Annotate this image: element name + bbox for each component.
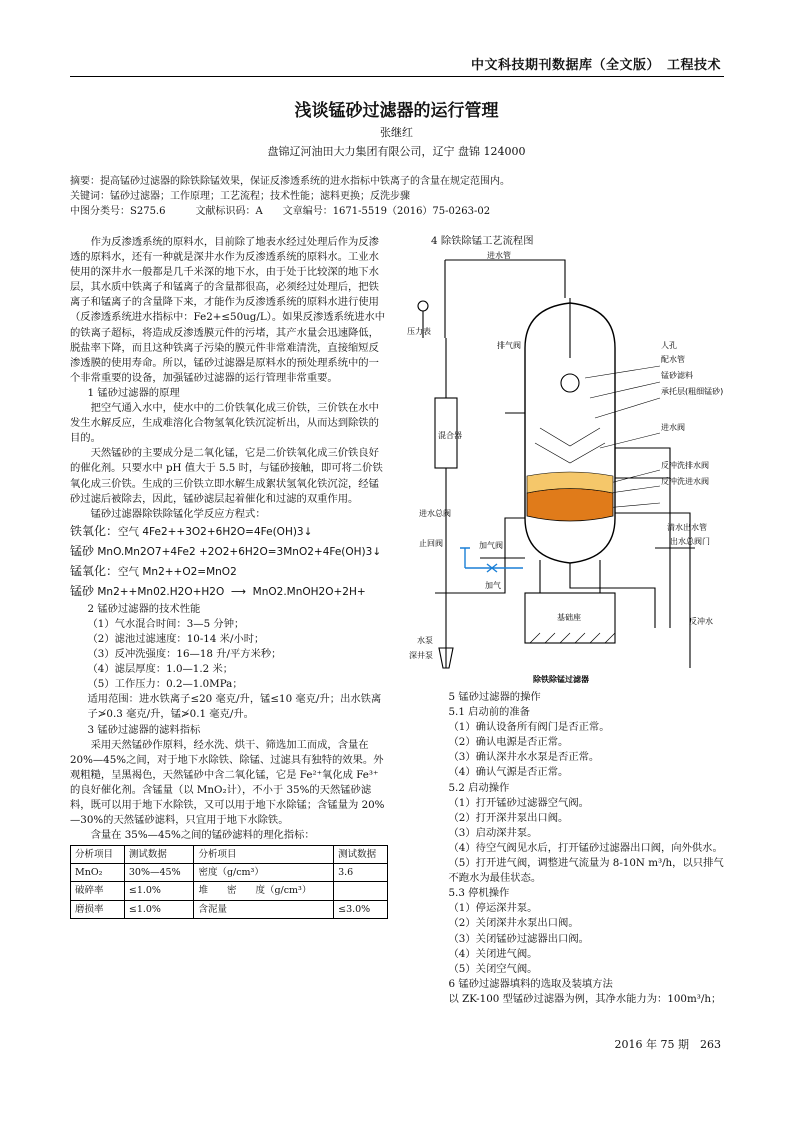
label-backwash-inlet: 反冲洗进水阀	[661, 477, 709, 486]
label-main-inlet-valve: 进水总阀	[419, 509, 451, 518]
formula-manganese-catalysis	[70, 582, 388, 602]
list-item: （3）反冲洗强度：16—18 升/平方米秒；	[87, 648, 282, 661]
table-cell	[334, 882, 388, 900]
section-5-3-title: 5.3 停机操作	[448, 887, 510, 900]
table-cell: 30%—45%	[124, 864, 194, 882]
journal-header: 中文科技期刊数据库（全文版） 工程技术	[470, 58, 721, 73]
section-3-paragraph: 采用天然锰砂作原料，经水洗、烘干、筛选加工而成，含量在 20%—45%之间，对于地下水除铁、除锰、过滤具有独特的效果。外观粗糙，呈黑褐色，天然锰砂中含二氧化锰，它是 Fe²⁺氧化成 Fe³⁺的良好催化剂。含锰量（以 MnO₂计），不小于 35%的天然锰砂滤料，既可以用于地下水除铁，又可以用于地下水除锰；含锰量为 20%—30%的天然锰砂滤料，只宜用于地下水除铁。	[70, 738, 385, 827]
table-cell: 3.6	[334, 864, 388, 882]
article-title: 浅谈锰砂过滤器的运行管理	[294, 101, 499, 121]
label-check-valve: 止回阀	[419, 539, 443, 548]
section-5-1-title: 5.1 启动前的准备	[448, 706, 530, 719]
section-1-paragraph-1: 把空气通入水中，使水中的二价铁氧化成三价铁，三价铁在水中发生水解反应，生成难溶化合物氢氧化铁沉淀析出，从而达到除铁的目的。	[70, 402, 379, 445]
section-2-title: 2 锰砂过滤器的技术性能	[87, 602, 201, 615]
label-dosing: 加气	[485, 581, 501, 590]
table-cell: ≤3.0%	[334, 900, 388, 918]
header-rule	[70, 76, 724, 77]
table-cell: 磨损率	[71, 900, 125, 918]
section-2-scope: 适用范围：进水铁离子≤20 毫克/升，锰≤10 毫克/升；出水铁离子≯0.3 毫克/升，锰≯0.1 毫克/升。	[87, 693, 382, 721]
formula-equation: 空气 Mn2++O2=MnO2	[118, 565, 237, 578]
table-cell: 密度（g/cm³）	[194, 864, 334, 882]
table-cell: 测试数据	[334, 846, 388, 864]
properties-table	[70, 845, 388, 918]
table-row	[71, 900, 388, 918]
label-deep-well-pump: 深井泵	[409, 651, 433, 660]
label-inlet-valve: 进水阀	[661, 423, 685, 432]
label-support-layer: 承托层(粗细锰砂)	[661, 387, 724, 396]
article-affiliation: 盘锦辽河油田大力集团有限公司，辽宁 盘锦 124000	[267, 145, 526, 158]
section-6-paragraph: 以 ZK-100 型锰砂过滤器为例，其净水能力为：100m³/h；	[448, 992, 722, 1005]
label-filter-media: 锰砂滤料	[661, 371, 693, 380]
section-1-title: 1 锰砂过滤器的原理	[87, 386, 180, 399]
page-footer: 2016 年 75 期 263	[614, 1038, 721, 1051]
formula-equation-right: MnO2.MnOH2O+2H+	[252, 585, 366, 598]
table-cell: 测试数据	[124, 846, 194, 864]
list-item: （5）工作压力：0.2—1.0MPa；	[87, 678, 243, 691]
keywords: 关键词：锰砂过滤器；工作原理；工艺流程；技术性能；滤料更换；反洗步骤	[70, 191, 410, 202]
list-item: （3）确认深井水水泵是否正常。	[448, 751, 600, 764]
list-item: （2）确认电源是否正常。	[448, 736, 569, 749]
list-item: （2）关闭深井水泵出口阀。	[448, 917, 579, 930]
table-cell: ≤1.0%	[124, 900, 194, 918]
abstract: 摘要：提高锰砂过滤器的除铁除锰效果，保证反渗透系统的进水指标中铁离子的含量在规定范围内。	[70, 176, 510, 187]
figure-caption: 除铁除锰过滤器	[533, 675, 589, 684]
table-cell: 分析项目	[194, 846, 334, 864]
label-dosing-valve: 加气阀	[479, 541, 503, 550]
list-item: （3）关闭锰砂过滤器出口阀。	[448, 932, 589, 945]
air-dosing-line	[460, 548, 523, 572]
table-caption: 含量在 35%—45%之间的锰砂滤料的理化指标：	[90, 829, 315, 842]
table-cell: MnO₂	[71, 864, 125, 882]
reaction-arrow-icon: ⟶	[227, 585, 250, 598]
label-manhole: 人孔	[661, 341, 677, 350]
section-4-title: 4 除铁除锰工艺流程图	[431, 235, 534, 247]
process-flow-diagram	[405, 248, 730, 690]
media-layer	[527, 428, 613, 521]
list-item: （4）滤层厚度：1.0—1.2 米；	[87, 663, 234, 676]
manganese-sand-media	[527, 489, 613, 522]
formula-equation-left: Mn2++Mn02.H2O+H2O	[97, 585, 225, 598]
list-item: （4）关闭进气阀。	[448, 947, 538, 960]
classification: 中图分类号：S275.6 文献标识码：A 文章编号：1671-5519（2016）75-0263-02	[70, 206, 491, 217]
list-item: （5）打开进气阀，调整进气流量为 8-10N m³/h，以只排气不跑水为最佳状态。	[448, 857, 724, 885]
right-column-text	[431, 690, 731, 1007]
list-item: （2）打开深井泵出口阀。	[448, 811, 569, 824]
table-cell: ≤1.0%	[124, 882, 194, 900]
label-pressure-gauge: 压力表	[407, 327, 431, 336]
list-item: （3）启动深井泵。	[448, 826, 538, 839]
section-5-1-list	[431, 720, 731, 780]
table-row	[71, 864, 388, 882]
section-5-2-list	[431, 796, 731, 887]
formula-lead: 锰氧化：	[70, 563, 119, 578]
list-item: （4）待空气阀见水后，打开锰砂过滤器出口阀，向外供水。	[448, 841, 723, 854]
list-item: （1）打开锰砂过滤器空气阀。	[448, 796, 589, 809]
formula-equation: MnO.Mn2O7+4Fe2 +2O2+6H2O=3MnO2+4Fe(OH)3↓	[97, 545, 382, 558]
section-5-3-list	[431, 901, 731, 976]
list-item: （5）关闭空气阀。	[448, 962, 538, 975]
formula-iron-catalysis	[70, 542, 388, 562]
list-item: （4）确认气源是否正常。	[448, 766, 569, 779]
formula-manganese-oxidation	[70, 562, 388, 582]
table-cell: 堆 密 度（g/cm³）	[194, 882, 334, 900]
label-backwash: 反冲水	[689, 617, 713, 626]
intro-paragraph: 作为反渗透系统的原料水，目前除了地表水经过处理后作为反渗透的原料水，还有一种就是深井水作为反渗透系统的原料水。工业水使用的深井水一般都是几千米深的地下水，由于处于比较深的地下水层，其水质中铁离子和锰离子的含量都很高，必须经过处理后，把铁离子和锰离子的含量降下来，才能作为反渗透系统的原料水进行使用（反渗透系统进水指标中：Fe2+≤50ug/L）。如果反渗透系统进水中的铁离子超标，将造成反渗透膜元件的污堵，其产水量会迅速降低，脱盐率下降，而且这种铁离子污染的膜元件非常难清洗，直接缩短反渗透膜的使用寿命。所以，锰砂过滤器是原料水的预处理系统中的一个非常重要的设备，加强锰砂过滤器的运行管理非常重要。	[70, 236, 386, 384]
label-backwash-drain: 反冲洗排水阀	[661, 461, 709, 470]
manhole	[561, 374, 579, 392]
section-1-paragraph-3: 锰砂过滤器除铁除锰化学反应方程式：	[90, 507, 266, 520]
formula-equation: 空气 4Fe2++3O2+6H2O=4Fe(OH)3↓	[118, 525, 313, 538]
label-foundation: 基础座	[557, 613, 581, 622]
section-5-title: 5 锰砂过滤器的操作	[448, 691, 541, 703]
table-cell: 分析项目	[71, 846, 125, 864]
table-row	[71, 882, 388, 900]
label-vent-valve: 排气阀	[497, 341, 521, 350]
section-2-list	[70, 617, 388, 692]
table-header-row	[71, 846, 388, 864]
list-item: （2）滤池过滤速度：10-14 米/小时；	[87, 632, 265, 645]
label-mixer: 混合器	[438, 431, 462, 440]
label-outlet-valve: 出水总阀门	[670, 537, 710, 546]
section-3-title: 3 锰砂过滤器的滤料指标	[87, 723, 201, 736]
label-inlet-pipe: 进水管	[487, 251, 511, 260]
article-meta	[70, 174, 730, 219]
inlet-pipe-line	[445, 260, 565, 298]
list-item: （1）停运深井泵。	[448, 902, 538, 915]
list-item: （1）确认设备所有阀门是否正常。	[448, 721, 610, 734]
list-item: （1）气水混合时间：3—5 分钟；	[87, 617, 245, 630]
section-1-paragraph-2: 天然锰砂的主要成分是二氧化锰，它是二价铁氧化成三价铁良好的催化剂。只要水中 pH 值大于 5.5 时，与锰砂接触，即可将二价铁氧化成三价铁。生成的三价铁立即水解生成絮状氢氧化铁沉淀，经锰砂过滤后被除去，因此，锰砂滤层起着催化和过滤的双重作用。	[70, 447, 383, 505]
label-distributor: 配水管	[661, 355, 685, 364]
section-6-title: 6 锰砂过滤器填料的选取及装填方法	[448, 977, 613, 990]
article-author: 张继红	[380, 126, 413, 139]
table-cell: 破碎率	[71, 882, 125, 900]
section-5-2-title: 5.2 启动操作	[448, 781, 510, 794]
label-clean-outlet: 清水出水管	[667, 523, 707, 532]
formula-lead: 锰砂	[70, 543, 95, 558]
left-column	[70, 235, 388, 919]
formula-lead: 锰砂	[70, 583, 95, 598]
formula-lead: 铁氧化：	[70, 523, 119, 538]
label-pump: 水泵	[417, 636, 433, 645]
formula-iron-oxidation	[70, 522, 388, 542]
table-cell: 含泥量	[194, 900, 334, 918]
